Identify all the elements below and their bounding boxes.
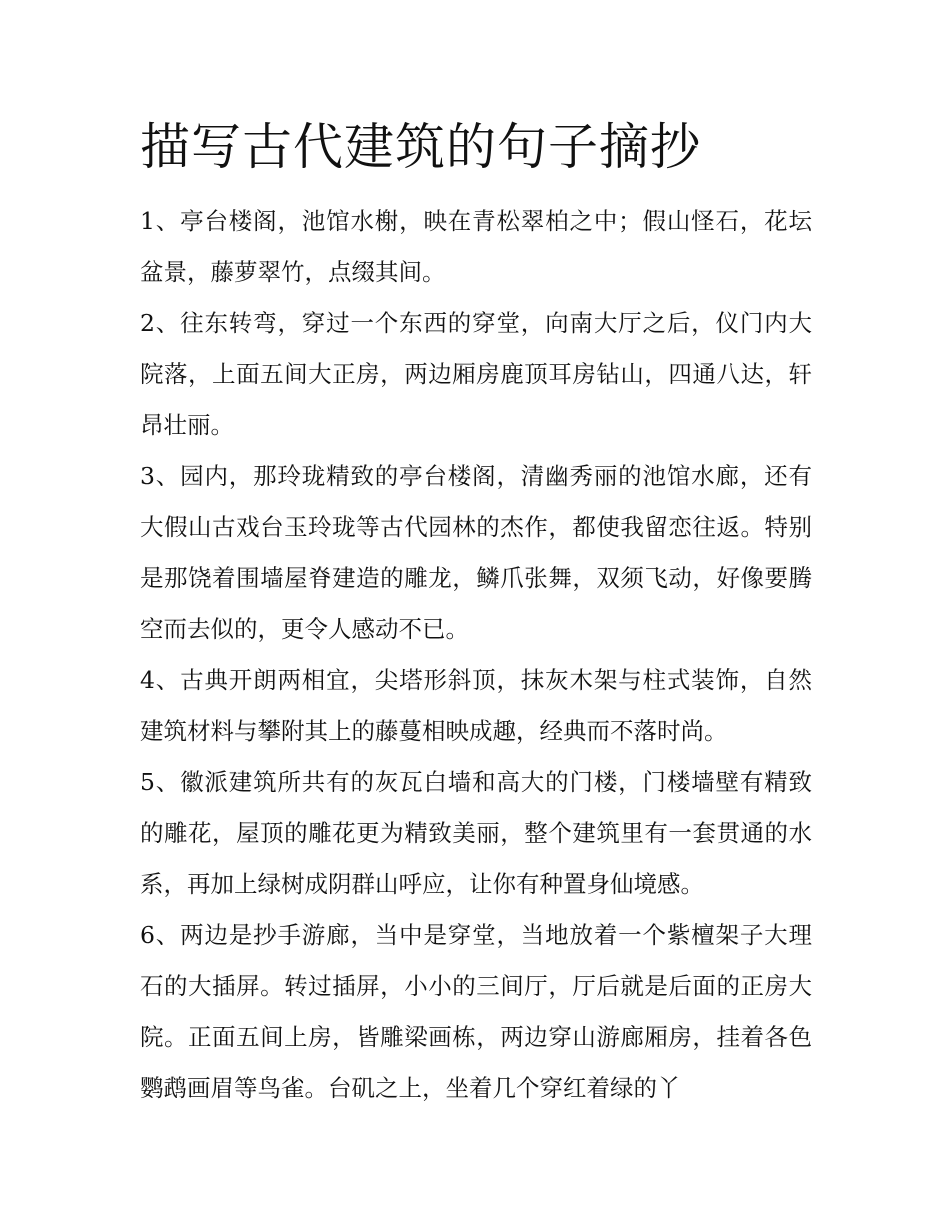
paragraph-5: 5、徽派建筑所共有的灰瓦白墙和高大的门楼，门楼墙壁有精致的雕花，屋顶的雕花更为精致美丽，整个建筑里有一套贯通的水系，再加上绿树成阴群山呼应，让你有种置身仙境感。 xyxy=(140,768,812,898)
paragraph-1: 1、亭台楼阁，池馆水榭，映在青松翠柏之中；假山怪石，花坛盆景，藤萝翠竹，点缀其间。 xyxy=(140,207,812,286)
paragraph-6: 6、两边是抄手游廊，当中是穿堂，当地放着一个紫檀架子大理石的大插屏。转过插屏，小小的三间厅，厅后就是后面的正房大院。正面五间上房，皆雕梁画栋，两边穿山游廊厢房，挂着各色鹦鹉画眉等鸟雀。台矶之上，坐着几个穿红着绿的丫 xyxy=(140,921,812,1102)
page-title: 描写古代建筑的句子摘抄 xyxy=(140,118,701,176)
paragraph-2: 2、往东转弯，穿过一个东西的穿堂，向南大厅之后，仪门内大院落，上面五间大正房，两边厢房鹿顶耳房钻山，四通八达，轩昂壮丽。 xyxy=(140,309,812,439)
paragraph-4: 4、古典开朗两相宜，尖塔形斜顶，抹灰木架与柱式装饰，自然建筑材料与攀附其上的藤蔓相映成趣，经典而不落时尚。 xyxy=(140,666,812,745)
paragraph-3: 3、园内，那玲珑精致的亭台楼阁，清幽秀丽的池馆水廊，还有大假山古戏台玉玲珑等古代园林的杰作，都使我留恋往返。特别是那饶着围墙屋脊建造的雕龙，鳞爪张舞，双须飞动，好像要腾空而去似的，更令人感动不已。 xyxy=(140,462,812,643)
document-body xyxy=(140,196,812,1114)
